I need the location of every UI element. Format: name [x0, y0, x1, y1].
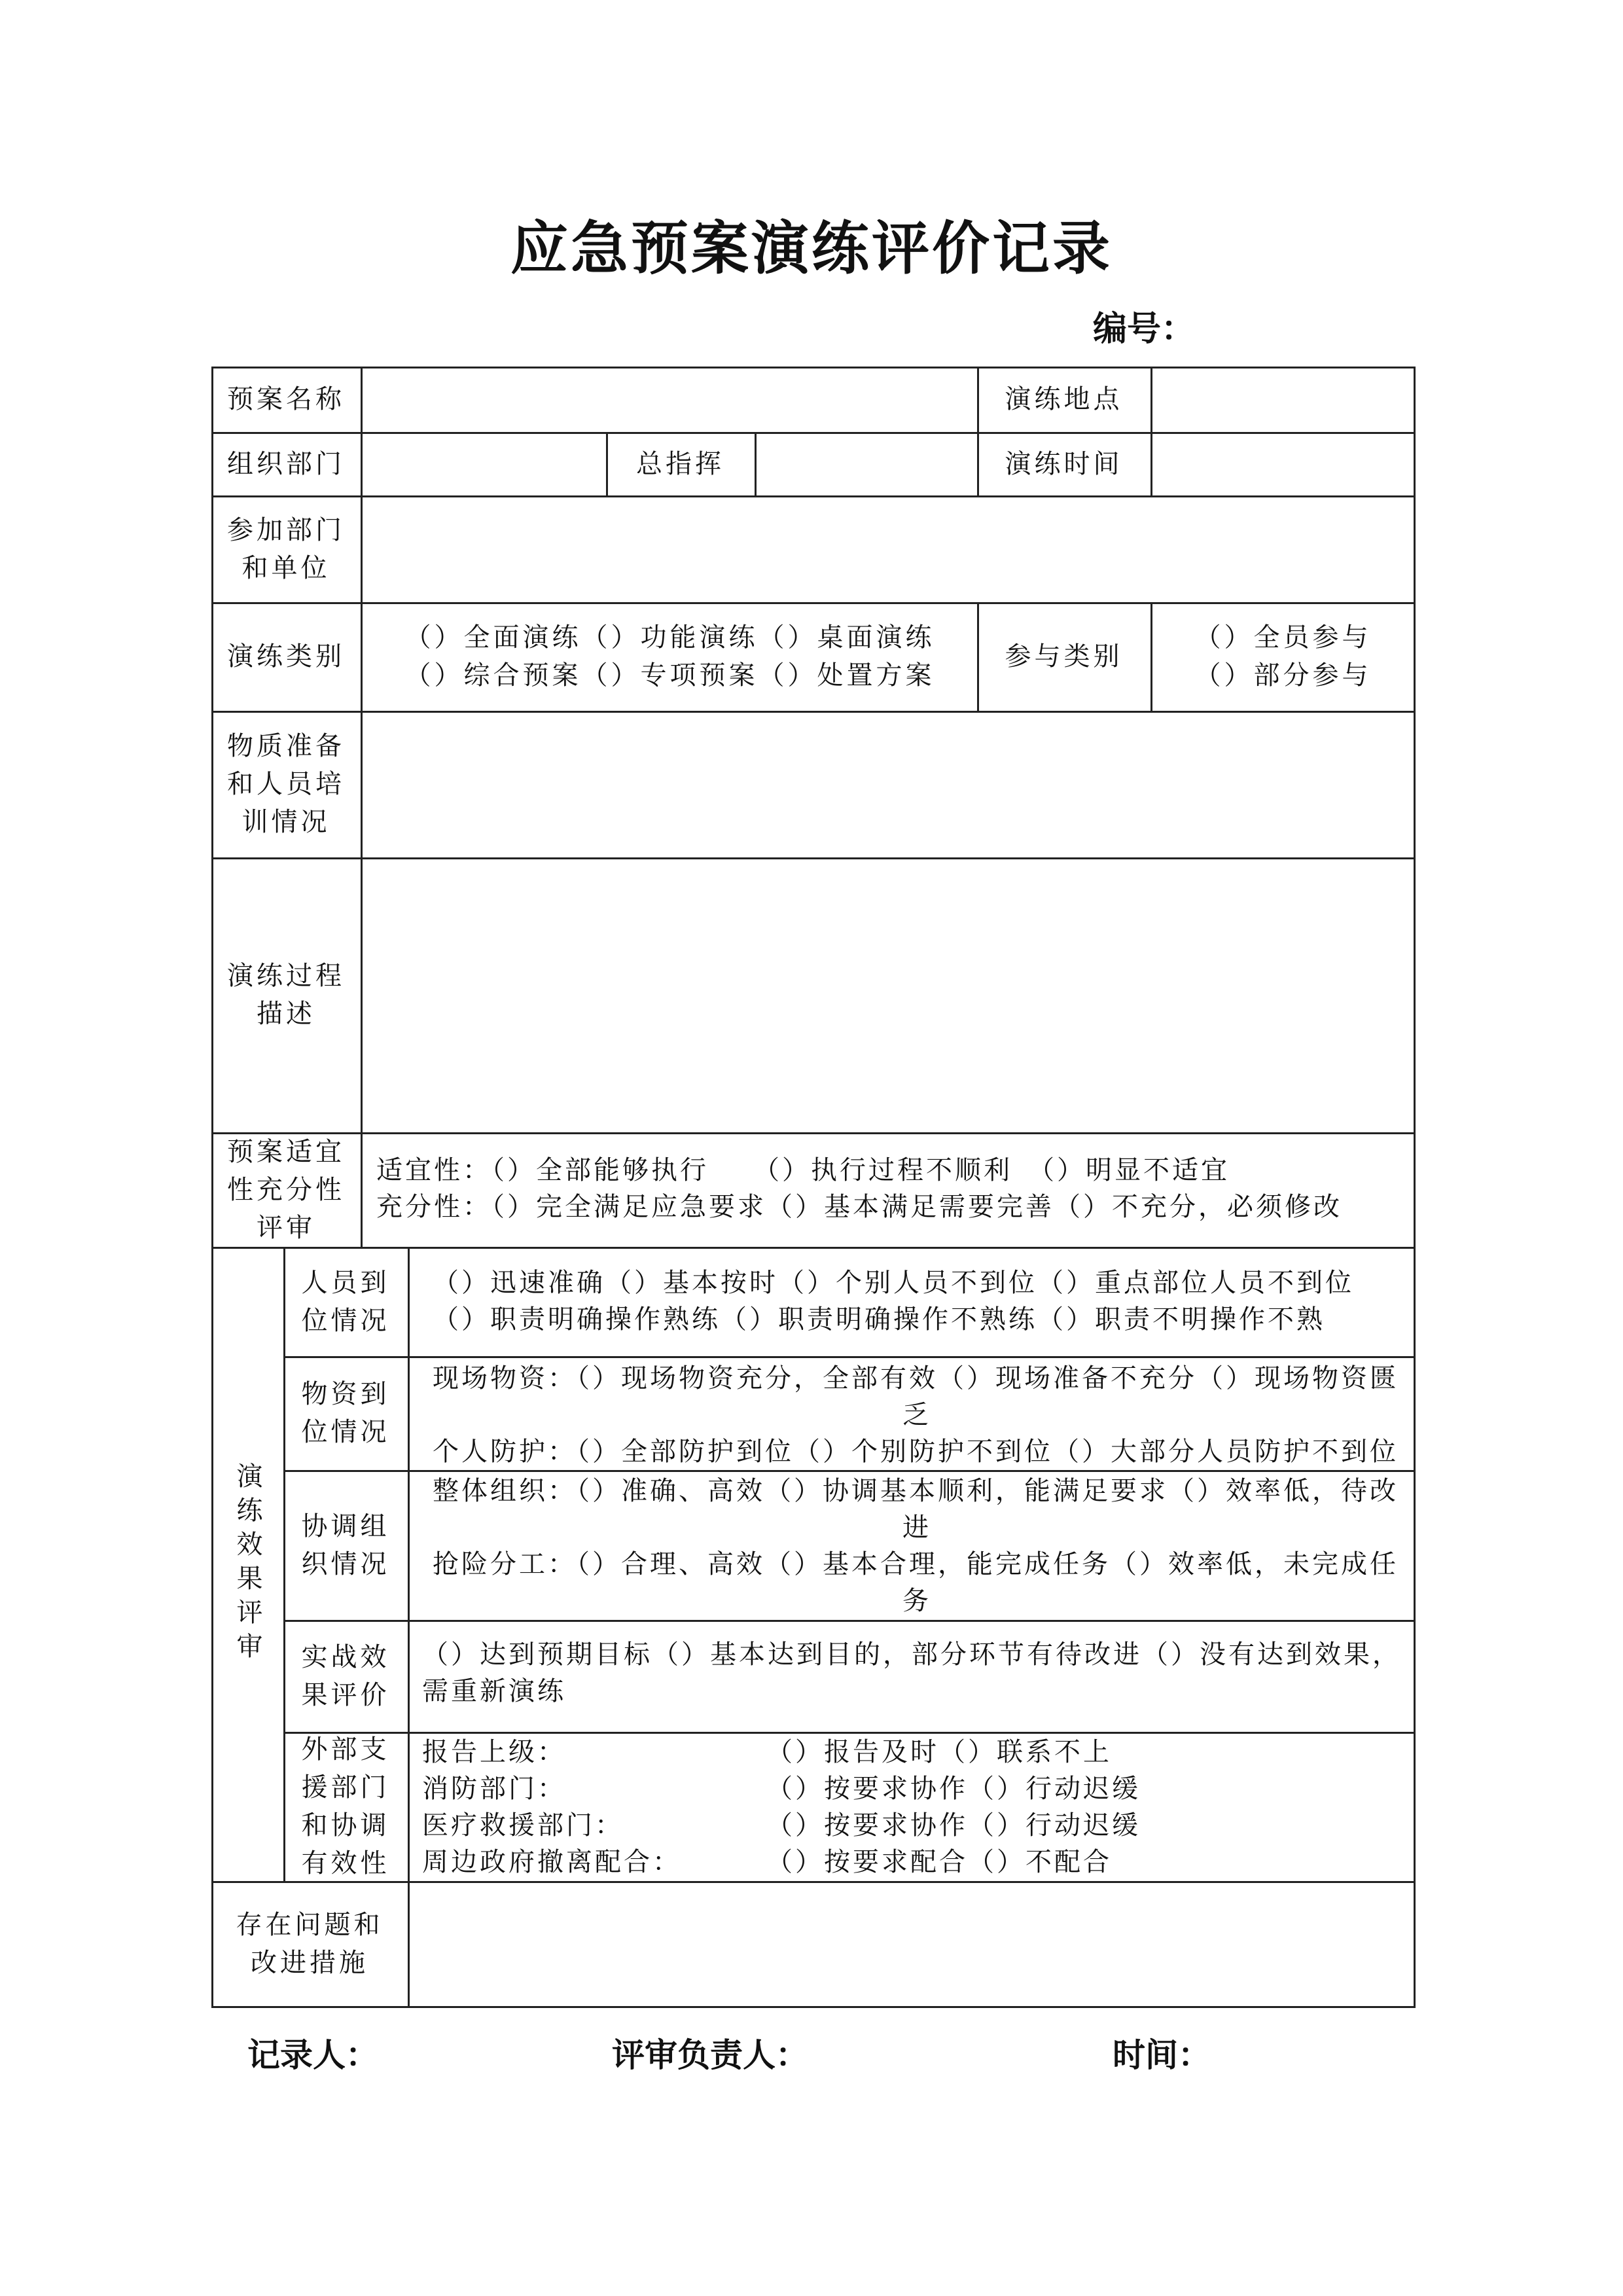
- external-support-label-line: 有效性: [301, 1848, 390, 1878]
- suitability-label-line: 评审: [257, 1212, 315, 1243]
- sub-row-divider: [283, 1620, 1416, 1622]
- participants-label-line: 参加部门: [227, 514, 345, 545]
- reviewer-label: 评审负责人：: [612, 2036, 808, 2074]
- external-row-options: （）报告及时（）联系不上: [766, 1737, 1112, 1767]
- org-dept-label: 组织部门: [227, 448, 345, 479]
- combat-effect-label-line: 实战效: [301, 1641, 390, 1672]
- suitability-options[interactable]: [376, 1152, 1342, 1225]
- external-support-label-line: 援部门: [301, 1772, 390, 1803]
- coordination-label-line: 织情况: [301, 1549, 390, 1579]
- external-row-name: 周边政府撤离配合：: [422, 1847, 681, 1877]
- process-label-line: 演练过程: [227, 961, 345, 991]
- coordination-label: [283, 1470, 408, 1620]
- suitability-label-line: 预案适宜: [227, 1136, 345, 1167]
- external-row-name: 医疗救援部门：: [422, 1810, 624, 1840]
- participation-options-line: （）部分参与: [1194, 660, 1372, 691]
- drill-type-options-line: （）综合预案（）专项预案（）处置方案: [404, 660, 935, 691]
- external-row-name: 消防部门：: [422, 1774, 566, 1804]
- process-field[interactable]: [363, 859, 1414, 1132]
- suitability-label: [211, 1132, 361, 1247]
- suitability-label-line: 性充分性: [227, 1174, 345, 1205]
- materials-label-line: 物资到: [301, 1379, 390, 1409]
- drill-type-options-line: （）全面演练（）功能演练（）桌面演练: [404, 622, 935, 653]
- personnel-label-line: 位情况: [301, 1305, 390, 1336]
- plan-name-field[interactable]: [363, 368, 975, 432]
- external-row-options: （）按要求配合（）不配合: [766, 1847, 1112, 1877]
- sub-row-divider: [283, 1356, 1416, 1358]
- effect-review-label: 演练效果评审: [232, 1462, 262, 1666]
- coordination-options[interactable]: [433, 1473, 1401, 1619]
- drill-location-field[interactable]: [1152, 368, 1414, 432]
- material-prep-label: [211, 711, 361, 857]
- evaluation-form-table: [211, 367, 1416, 2008]
- personnel-label: [283, 1247, 408, 1356]
- number-label: 编号：: [1093, 310, 1196, 349]
- recorder-label: 记录人：: [247, 2036, 378, 2074]
- external-support-label-line: 和协调: [301, 1810, 390, 1840]
- material-prep-label-line: 物质准备: [227, 731, 345, 761]
- external-support-label-line: 外部支: [301, 1734, 390, 1765]
- personnel-options[interactable]: [433, 1265, 1354, 1338]
- personnel-label-line: 人员到: [301, 1267, 390, 1298]
- row-divider: [211, 1132, 1416, 1134]
- external-row-options: （）按要求协作（）行动迟缓: [766, 1810, 1141, 1840]
- process-label: [211, 857, 361, 1132]
- material-prep-field[interactable]: [363, 713, 1414, 857]
- participants-label: [211, 495, 361, 602]
- materials-label: [283, 1356, 408, 1470]
- participation-type-label: 参与类别: [1005, 641, 1123, 672]
- site-materials-line-cont: 乏: [902, 1400, 931, 1430]
- combat-effect-label: [283, 1620, 408, 1732]
- plan-name-label: 预案名称: [227, 384, 345, 414]
- problems-label-line: 存在问题和: [236, 1909, 383, 1940]
- problems-field[interactable]: [410, 1883, 1414, 2006]
- drill-type-label: 演练类别: [227, 641, 345, 672]
- external-row-name: 报告上级：: [422, 1737, 566, 1767]
- rescue-division-line: 抢险分工：（）合理、高效（）基本合理，能完成任务（）效率低，未完成任: [433, 1549, 1399, 1579]
- combat-effect-label-line: 果评价: [301, 1679, 390, 1710]
- participation-options-line: （）全员参与: [1194, 622, 1372, 653]
- participation-options[interactable]: [1152, 602, 1414, 711]
- coordination-label-line: 协调组: [301, 1511, 390, 1541]
- external-support-options[interactable]: [766, 1734, 1141, 1880]
- commander-label: 总指挥: [636, 448, 724, 479]
- drill-time-label: 演练时间: [1005, 448, 1123, 479]
- table-border-bottom: [211, 2006, 1416, 2008]
- adequacy-line: 充分性：（）完全满足应急要求（）基本满足需要完善（）不充分，必须修改: [376, 1192, 1342, 1222]
- material-prep-label-line: 训情况: [241, 807, 330, 837]
- materials-label-line: 位情况: [301, 1417, 390, 1447]
- problems-label-line: 改进措施: [251, 1947, 368, 1978]
- personnel-line: （）迅速准确（）基本按时（）个别人员不到位（）重点部位人员不到位: [433, 1268, 1354, 1298]
- rescue-division-line-cont: 务: [902, 1586, 931, 1616]
- external-support-names: [422, 1734, 681, 1880]
- drill-location-label: 演练地点: [1005, 384, 1123, 414]
- drill-type-options[interactable]: [363, 602, 977, 711]
- commander-field[interactable]: [757, 434, 977, 495]
- site-materials-line: 现场物资：（）现场物资充分，全部有效（）现场准备不充分（）现场物资匮: [433, 1363, 1399, 1393]
- participants-field[interactable]: [363, 497, 1414, 602]
- materials-options[interactable]: [433, 1360, 1401, 1470]
- table-border-right: [1414, 367, 1416, 2008]
- combat-effect-options[interactable]: （）达到预期目标（）基本达到目的，部分环节有待改进（）没有达到效果，需重新演练: [422, 1640, 1401, 1706]
- external-row-options: （）按要求协作（）行动迟缓: [766, 1774, 1141, 1804]
- org-dept-field[interactable]: [363, 434, 606, 495]
- process-label-line: 描述: [257, 999, 315, 1029]
- external-support-label: [283, 1732, 408, 1881]
- sub-row-divider: [283, 1470, 1416, 1472]
- time-label: 时间：: [1113, 2036, 1211, 2074]
- material-prep-label-line: 和人员培: [227, 769, 345, 799]
- overall-org-line-cont: 进: [902, 1513, 931, 1543]
- participants-label-line: 和单位: [241, 552, 330, 583]
- page-title: 应急预案演练评价记录: [510, 215, 1113, 282]
- overall-org-line: 整体组织：（）准确、高效（）协调基本顺利，能满足要求（）效率低，待改: [433, 1476, 1399, 1506]
- problems-label: [211, 1881, 408, 2006]
- suitability-line: 适宜性：（）全部能够执行 （）执行过程不顺利 （）明显不适宜: [376, 1155, 1230, 1185]
- drill-time-field[interactable]: [1152, 434, 1414, 495]
- personal-protection-line: 个人防护：（）全部防护到位（）个别防护不到位（）大部分人员防护不到位: [433, 1437, 1399, 1467]
- personnel-line: （）职责明确操作熟练（）职责明确操作不熟练（）职责不明操作不熟: [433, 1304, 1325, 1335]
